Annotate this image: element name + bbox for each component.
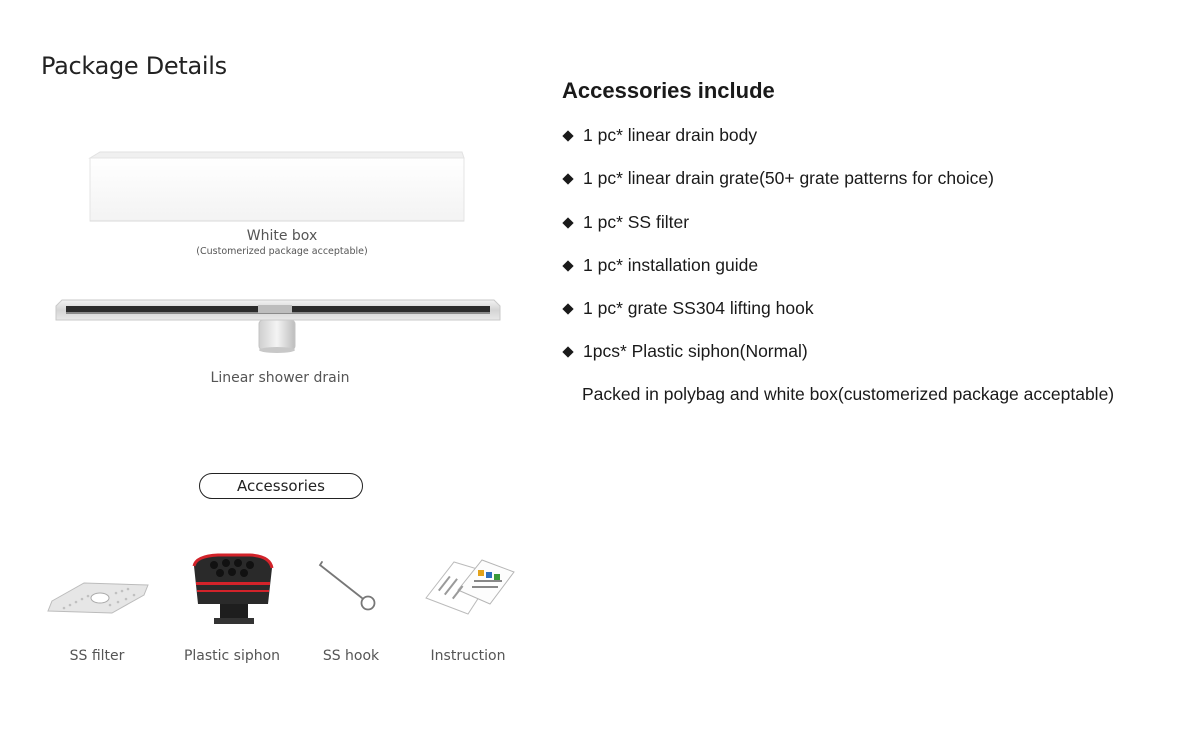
- page-title: Package Details: [41, 52, 227, 80]
- accessories-heading: Accessories: [199, 473, 363, 499]
- packing-note: Packed in polybag and white box(customerized package acceptable): [582, 384, 1115, 404]
- accessory-label-ss-hook: SS hook: [322, 648, 380, 664]
- plastic-siphon-icon: [188, 552, 276, 628]
- filter-plate-icon: [44, 575, 154, 619]
- linear-drain-image: [54, 296, 502, 354]
- diamond-bullet-icon: [562, 260, 573, 271]
- diamond-bullet-icon: [562, 304, 573, 315]
- accessory-label-instruction: Instruction: [430, 648, 506, 664]
- diamond-bullet-icon: [562, 347, 573, 358]
- list-item: 1 pc* linear drain body: [562, 125, 994, 168]
- white-box-label: White box: [246, 228, 318, 244]
- diamond-bullet-icon: [562, 130, 573, 141]
- list-item: 1 pc* SS filter: [562, 212, 994, 255]
- list-item: 1pcs* Plastic siphon(Normal): [562, 341, 994, 384]
- white-box-sublabel: (Customerized package acceptable): [196, 246, 368, 257]
- lifting-hook-icon: [316, 556, 382, 618]
- list-item: 1 pc* installation guide: [562, 255, 994, 298]
- accessory-label-plastic-siphon: Plastic siphon: [183, 648, 281, 664]
- accessory-label-ss-filter: SS filter: [69, 648, 125, 664]
- diamond-bullet-icon: [562, 174, 573, 185]
- list-item: 1 pc* linear drain grate(50+ grate patterns for choice): [562, 168, 994, 211]
- diamond-bullet-icon: [562, 217, 573, 228]
- accessories-include-title: Accessories include: [562, 78, 775, 103]
- white-box-image: [86, 150, 466, 226]
- instruction-sheet-icon: [424, 556, 516, 618]
- linear-drain-label: Linear shower drain: [210, 370, 350, 386]
- accessories-include-list: [562, 125, 994, 385]
- list-item: 1 pc* grate SS304 lifting hook: [562, 298, 994, 341]
